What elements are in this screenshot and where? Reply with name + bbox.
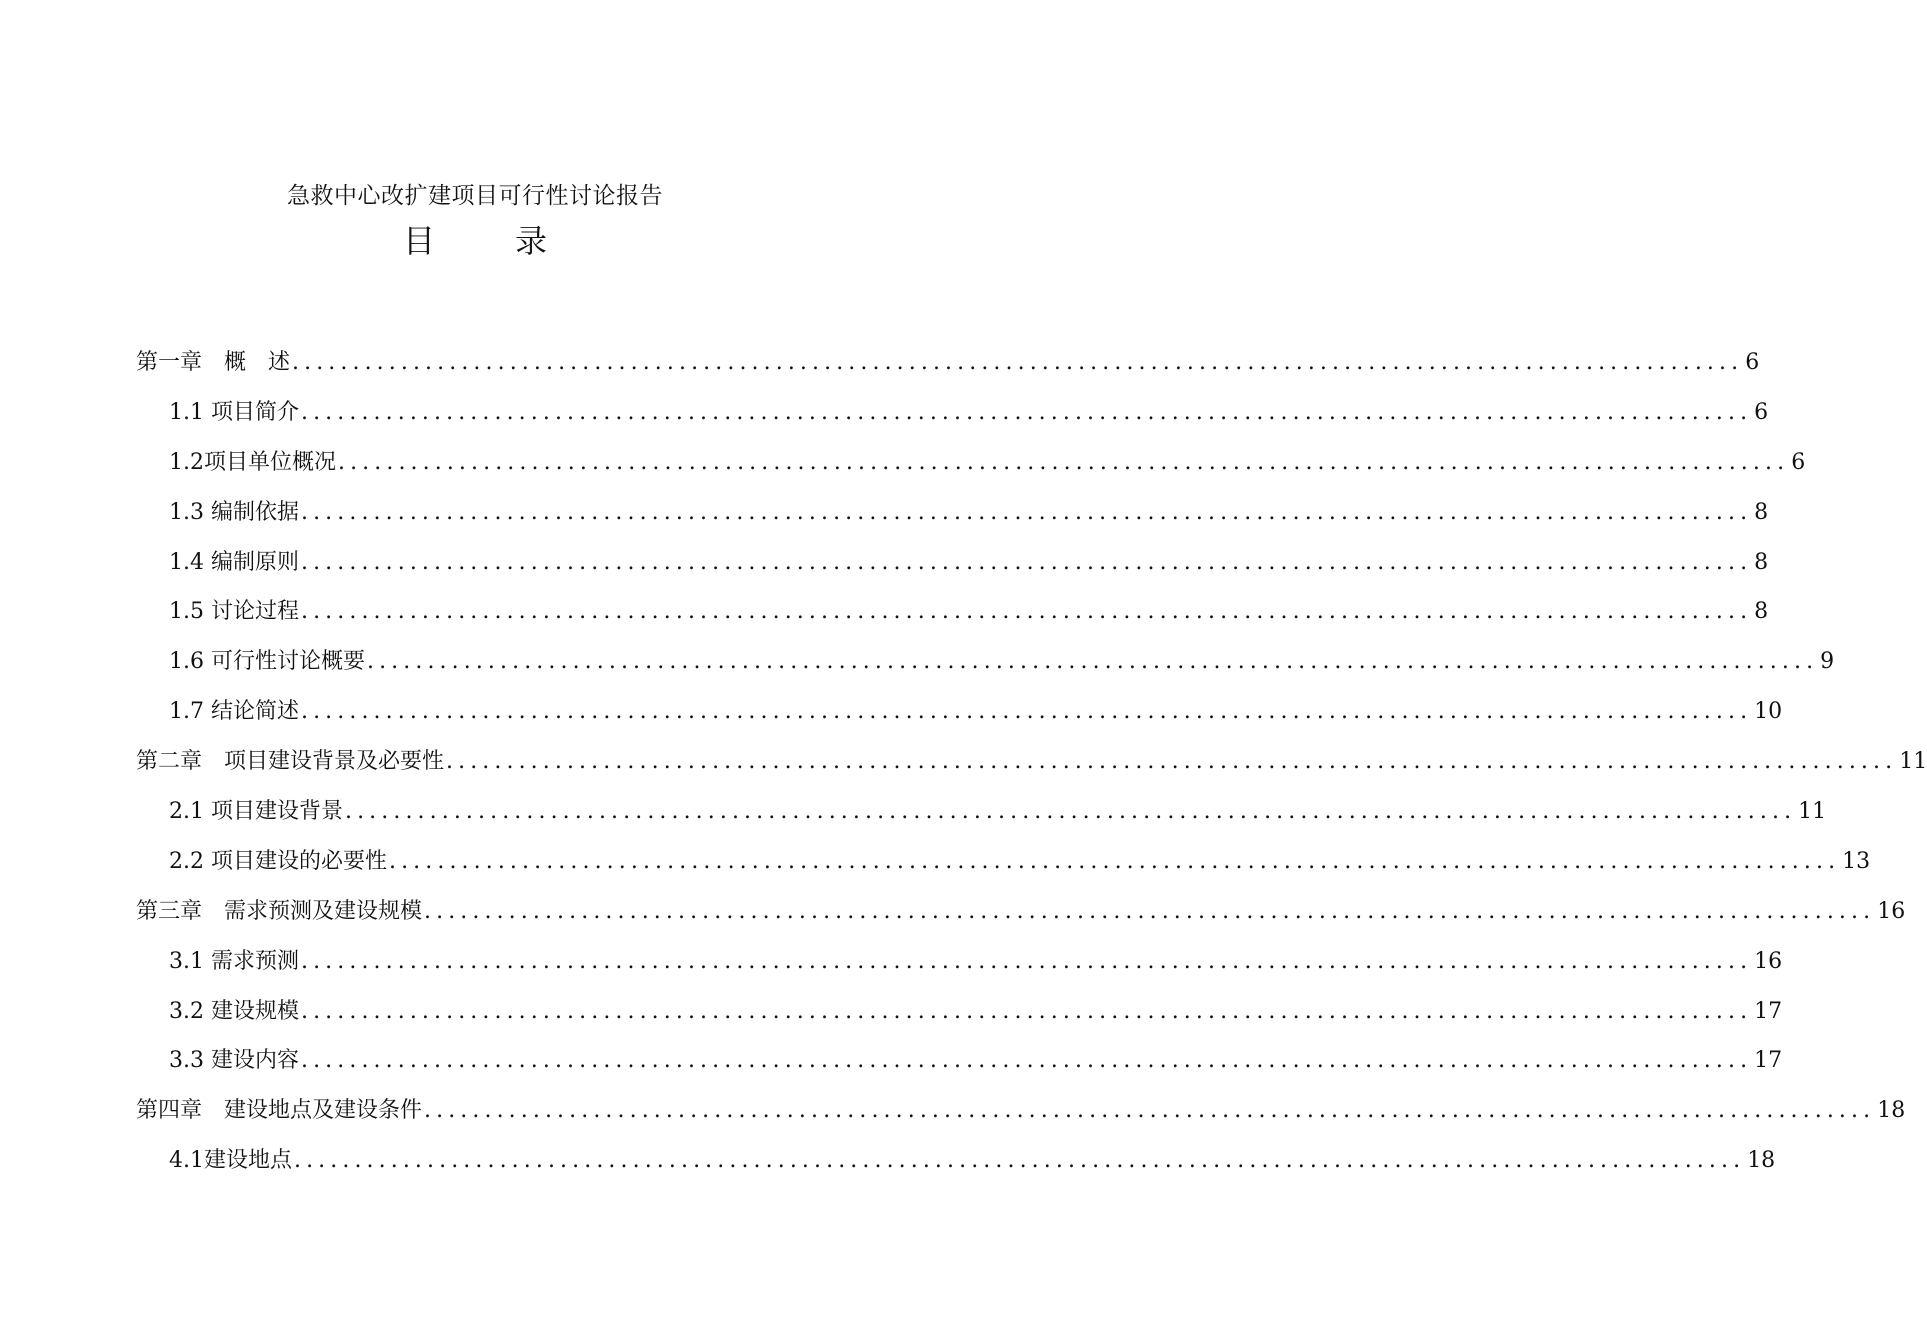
toc-section-entry[interactable] [0, 488, 1769, 538]
toc-dot-leader: ........................................................................................................................ [388, 848, 1841, 874]
toc-page-number: 6 [1791, 449, 1806, 475]
toc-chapter-entry[interactable] [0, 737, 1927, 787]
toc-entry-label: 1.4 编制原则 [169, 548, 301, 578]
toc-section-entry[interactable] [0, 538, 1769, 588]
toc-page-number: 18 [1747, 1148, 1776, 1174]
toc-entry-label: 2.2 项目建设的必要性 [169, 847, 389, 877]
toc-entry-label: 3.1 需求预测 [169, 947, 301, 977]
toc-chapter-entry[interactable] [0, 887, 1906, 937]
toc-dot-leader: ........................................................................................................................ [344, 798, 1797, 824]
toc-section-entry[interactable] [0, 937, 1783, 987]
toc-entry-label: 1.2项目单位概况 [169, 448, 338, 478]
toc-section-entry[interactable] [0, 987, 1783, 1037]
toc-page-number: 16 [1754, 948, 1783, 974]
toc-dot-leader: ........................................................................................................................ [300, 599, 1753, 625]
toc-entry-label: 1.5 讨论过程 [169, 597, 301, 627]
toc-page-number: 11 [1798, 798, 1827, 824]
table-of-contents [0, 338, 1927, 1186]
toc-entry-label: 1.7 结论简述 [169, 697, 301, 727]
toc-heading-char-2: 录 [515, 222, 548, 260]
toc-entry-label: 第四章 建设地点及建设条件 [136, 1096, 424, 1126]
toc-dot-leader: ........................................................................................................................ [300, 499, 1753, 525]
toc-page-number: 6 [1754, 399, 1769, 425]
toc-section-entry[interactable] [0, 837, 1871, 887]
toc-section-entry[interactable] [0, 587, 1769, 637]
toc-page-number: 13 [1842, 848, 1871, 874]
toc-page-number: 6 [1745, 349, 1760, 375]
toc-entry-label: 1.1 项目简介 [169, 398, 301, 428]
toc-entry-label: 第二章 项目建设背景及必要性 [136, 747, 446, 777]
toc-dot-leader: ........................................................................................................................ [292, 349, 1744, 375]
toc-page-number: 8 [1754, 499, 1769, 525]
toc-entry-label: 第一章 概 述 [136, 348, 292, 378]
toc-page-number: 17 [1754, 998, 1783, 1024]
toc-dot-leader: ........................................................................................................................ [300, 399, 1753, 425]
toc-dot-leader: ........................................................................................................................ [424, 1098, 1876, 1124]
toc-dot-leader: ........................................................................................................................ [446, 749, 1898, 775]
toc-chapter-entry[interactable] [0, 338, 1760, 388]
toc-section-entry[interactable] [0, 787, 1827, 837]
toc-page-number: 10 [1754, 699, 1783, 725]
toc-dot-leader: ........................................................................................................................ [300, 699, 1753, 725]
toc-section-entry[interactable] [0, 1036, 1783, 1086]
toc-entry-label: 第三章 需求预测及建设规模 [136, 897, 424, 927]
toc-section-entry[interactable] [0, 438, 1806, 488]
toc-entry-label: 1.6 可行性讨论概要 [169, 647, 367, 677]
toc-entry-label: 3.3 建设内容 [169, 1046, 301, 1076]
toc-dot-leader: ........................................................................................................................ [300, 549, 1753, 575]
toc-dot-leader: ........................................................................................................................ [294, 1148, 1746, 1174]
toc-page-number: 16 [1877, 898, 1906, 924]
toc-dot-leader: ........................................................................................................................ [424, 898, 1876, 924]
toc-section-entry[interactable] [0, 388, 1769, 438]
toc-dot-leader: ........................................................................................................................ [300, 948, 1753, 974]
toc-page-number: 8 [1754, 549, 1769, 575]
toc-page-number: 8 [1754, 599, 1769, 625]
toc-dot-leader: ........................................................................................................................ [338, 449, 1790, 475]
toc-section-entry[interactable] [0, 1136, 1776, 1186]
toc-dot-leader: ........................................................................................................................ [366, 649, 1819, 675]
toc-heading [0, 218, 950, 264]
toc-entry-label: 4.1建设地点 [169, 1146, 294, 1176]
toc-dot-leader: ........................................................................................................................ [300, 998, 1753, 1024]
toc-entry-label: 3.2 建设规模 [169, 997, 301, 1027]
toc-page-number: 9 [1820, 649, 1835, 675]
toc-entry-label: 2.1 项目建设背景 [169, 797, 345, 827]
toc-section-entry[interactable] [0, 687, 1783, 737]
document-title: 急救中心改扩建项目可行性讨论报告 [287, 183, 663, 209]
toc-section-entry[interactable] [0, 637, 1835, 687]
toc-dot-leader: ........................................................................................................................ [300, 1048, 1753, 1074]
toc-chapter-entry[interactable] [0, 1086, 1906, 1136]
toc-page-number: 11 [1899, 749, 1927, 775]
toc-page-number: 17 [1754, 1048, 1783, 1074]
toc-entry-label: 1.3 编制依据 [169, 498, 301, 528]
toc-page-number: 18 [1877, 1098, 1906, 1124]
toc-heading-char-1: 目 [402, 222, 435, 260]
